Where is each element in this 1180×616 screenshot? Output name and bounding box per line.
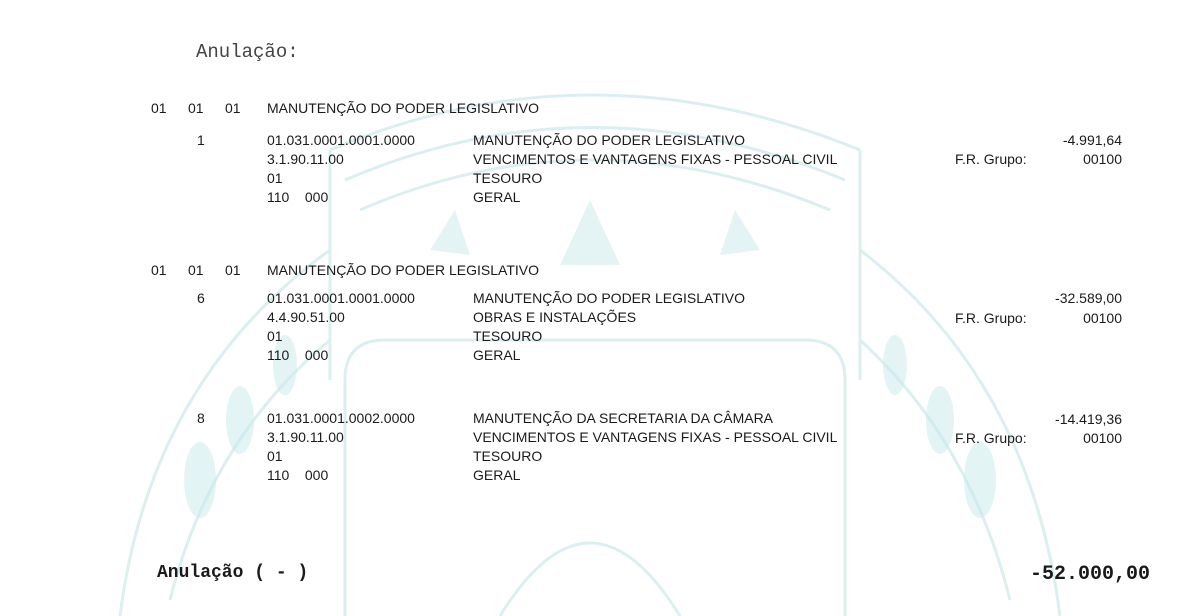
entry-amount: -32.589,00 xyxy=(1055,290,1122,306)
total-label: Anulação ( - ) xyxy=(157,563,309,583)
fr-group-label: F.R. Grupo: xyxy=(955,151,1027,167)
source-description: TESOURO xyxy=(473,170,543,186)
expense-description: VENCIMENTOS E VANTAGENS FIXAS - PESSOAL CIVIL xyxy=(473,429,838,445)
program-code: 01.031.0001.0002.0000 xyxy=(267,410,415,426)
section-heading: Anulação: xyxy=(196,41,299,63)
program-description: MANUTENÇÃO DA SECRETARIA DA CÂMARA xyxy=(473,410,774,426)
entry-amount: -4.991,64 xyxy=(1062,132,1122,148)
detail-description: GERAL xyxy=(473,347,521,363)
source-description: TESOURO xyxy=(473,448,543,464)
entry-sequence: 1 xyxy=(197,132,205,148)
entry-descriptions xyxy=(473,289,745,365)
source-code: 01 xyxy=(267,170,283,186)
entry-descriptions xyxy=(473,409,837,485)
detail-description: GERAL xyxy=(473,467,521,483)
program-description: MANUTENÇÃO DO PODER LEGISLATIVO xyxy=(473,290,746,306)
group-code-2: 01 xyxy=(188,100,204,116)
fr-group-label: F.R. Grupo: xyxy=(955,430,1027,446)
expense-code: 3.1.90.11.00 xyxy=(267,151,344,167)
expense-description: VENCIMENTOS E VANTAGENS FIXAS - PESSOAL CIVIL xyxy=(473,151,838,167)
group-code-3: 01 xyxy=(225,262,241,278)
source-code: 01 xyxy=(267,328,283,344)
source-code: 01 xyxy=(267,448,283,464)
fr-group-label: F.R. Grupo: xyxy=(955,310,1027,326)
fr-group-value: 00100 xyxy=(1083,151,1122,167)
group-code-1: 01 xyxy=(151,100,167,116)
detail-code: 110 000 xyxy=(267,189,329,205)
detail-code: 110 000 xyxy=(267,467,329,483)
entry-sequence: 6 xyxy=(197,290,205,306)
fr-group-value: 00100 xyxy=(1083,310,1122,326)
group-title: MANUTENÇÃO DO PODER LEGISLATIVO xyxy=(267,262,540,278)
detail-description: GERAL xyxy=(473,189,521,205)
source-description: TESOURO xyxy=(473,328,543,344)
program-description: MANUTENÇÃO DO PODER LEGISLATIVO xyxy=(473,132,746,148)
entry-descriptions xyxy=(473,131,837,207)
group-title: MANUTENÇÃO DO PODER LEGISLATIVO xyxy=(267,100,540,116)
entry-codes xyxy=(267,409,415,485)
program-code: 01.031.0001.0001.0000 xyxy=(267,132,415,148)
expense-code: 3.1.90.11.00 xyxy=(267,429,344,445)
fr-group-value: 00100 xyxy=(1083,430,1122,446)
entry-codes xyxy=(267,131,415,207)
entry-sequence: 8 xyxy=(197,410,205,426)
group-code-3: 01 xyxy=(225,100,241,116)
detail-code: 110 000 xyxy=(267,347,329,363)
group-code-2: 01 xyxy=(188,262,204,278)
total-value: -52.000,00 xyxy=(1029,563,1150,586)
expense-description: OBRAS E INSTALAÇÕES xyxy=(473,309,637,325)
entry-amount: -14.419,36 xyxy=(1055,411,1122,427)
group-code-1: 01 xyxy=(151,262,167,278)
program-code: 01.031.0001.0001.0000 xyxy=(267,290,415,306)
entry-codes xyxy=(267,289,415,365)
expense-code: 4.4.90.51.00 xyxy=(267,309,345,325)
